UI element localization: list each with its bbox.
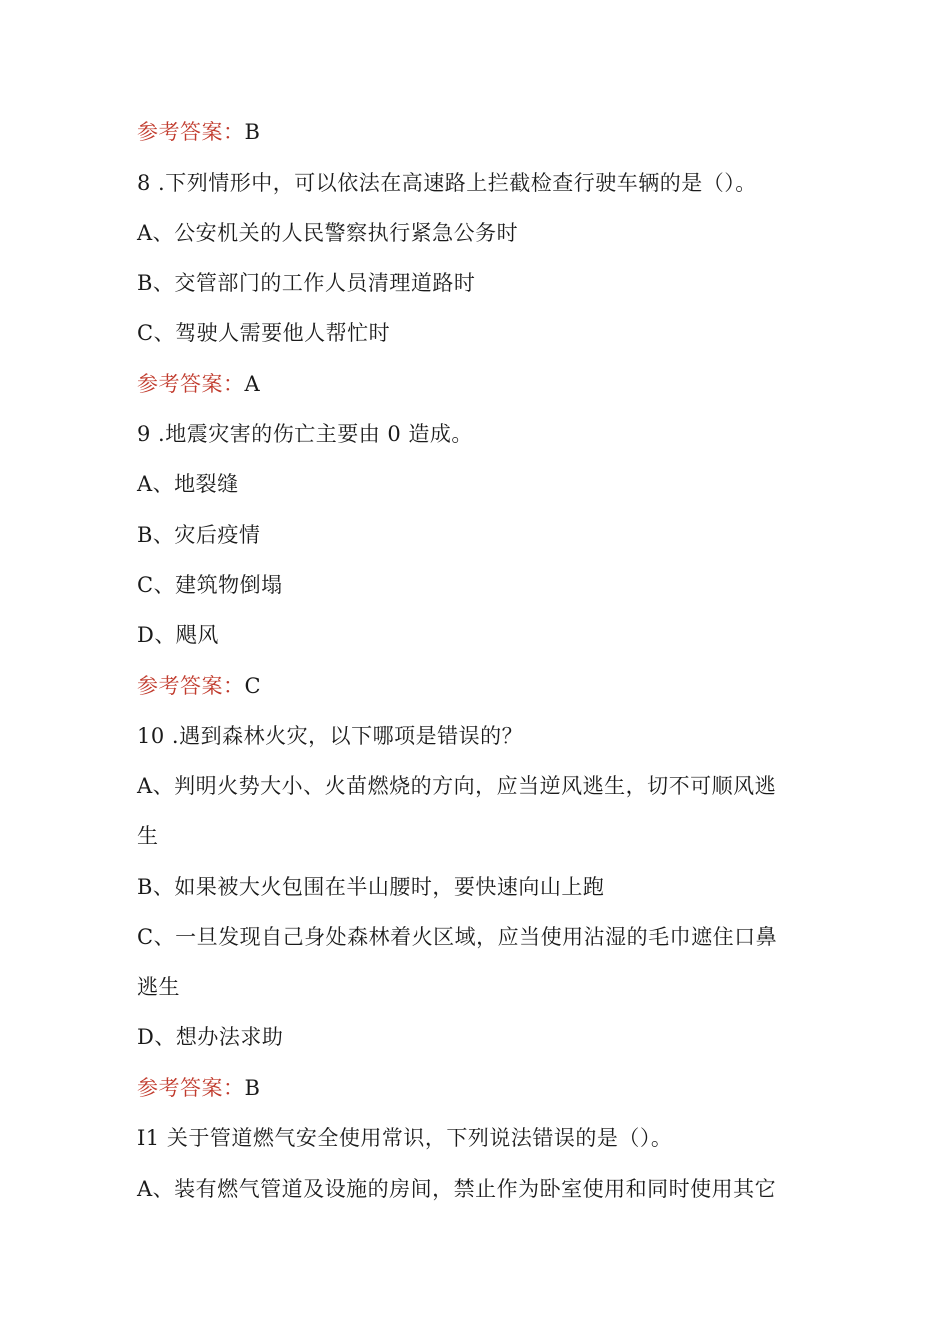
answer-line bbox=[137, 369, 817, 399]
option-line: A、判明火势大小、火苗燃烧的方向，应当逆风逃生，切不可顺风逃 bbox=[137, 774, 777, 798]
answer-value: B bbox=[244, 120, 261, 144]
question-8: 8 .下列情形中，可以依法在高速路上拦截检查行驶车辆的是（）。 bbox=[137, 171, 757, 195]
answer-label: 参考答案： bbox=[137, 1076, 245, 1100]
question-9: 9 .地震灾害的伤亡主要由 0 造成。 bbox=[137, 422, 473, 446]
answer-line bbox=[137, 117, 817, 147]
option-line: C、建筑物倒塌 bbox=[137, 573, 283, 597]
answer-line bbox=[137, 1073, 817, 1103]
option-line: C、一旦发现自己身处森林着火区域，应当使用沾湿的毛巾遮住口鼻 bbox=[137, 925, 778, 949]
option-line: C、驾驶人需要他人帮忙时 bbox=[137, 321, 391, 345]
answer-value: B bbox=[244, 1076, 261, 1100]
answer-label: 参考答案： bbox=[137, 120, 245, 144]
option-line: D、想办法求助 bbox=[137, 1025, 284, 1049]
option-line-continuation: 生 bbox=[137, 824, 159, 848]
option-line: B、灾后疫情 bbox=[137, 523, 261, 547]
option-line-continuation: 逃生 bbox=[137, 975, 180, 999]
answer-label: 参考答案： bbox=[137, 674, 245, 698]
option-line: D、飓风 bbox=[137, 623, 219, 647]
option-line: A、公安机关的人民警察执行紧急公务时 bbox=[137, 221, 519, 245]
answer-label: 参考答案： bbox=[137, 372, 245, 396]
option-line: A、地裂缝 bbox=[137, 472, 239, 496]
option-line: B、交管部门的工作人员清理道路时 bbox=[137, 271, 476, 295]
option-line: B、如果被大火包围在半山腰时，要快速向山上跑 bbox=[137, 875, 605, 899]
option-line: A、装有燃气管道及设施的房间，禁止作为卧室使用和同时使用其它 bbox=[137, 1177, 777, 1201]
question-10: 10 .遇到森林火灾，以下哪项是错误的？ bbox=[137, 724, 524, 748]
answer-value: C bbox=[244, 674, 262, 698]
question-11: I1 关于管道燃气安全使用常识，下列说法错误的是（）。 bbox=[137, 1126, 673, 1150]
answer-value: A bbox=[244, 372, 261, 396]
answer-line bbox=[137, 671, 817, 701]
